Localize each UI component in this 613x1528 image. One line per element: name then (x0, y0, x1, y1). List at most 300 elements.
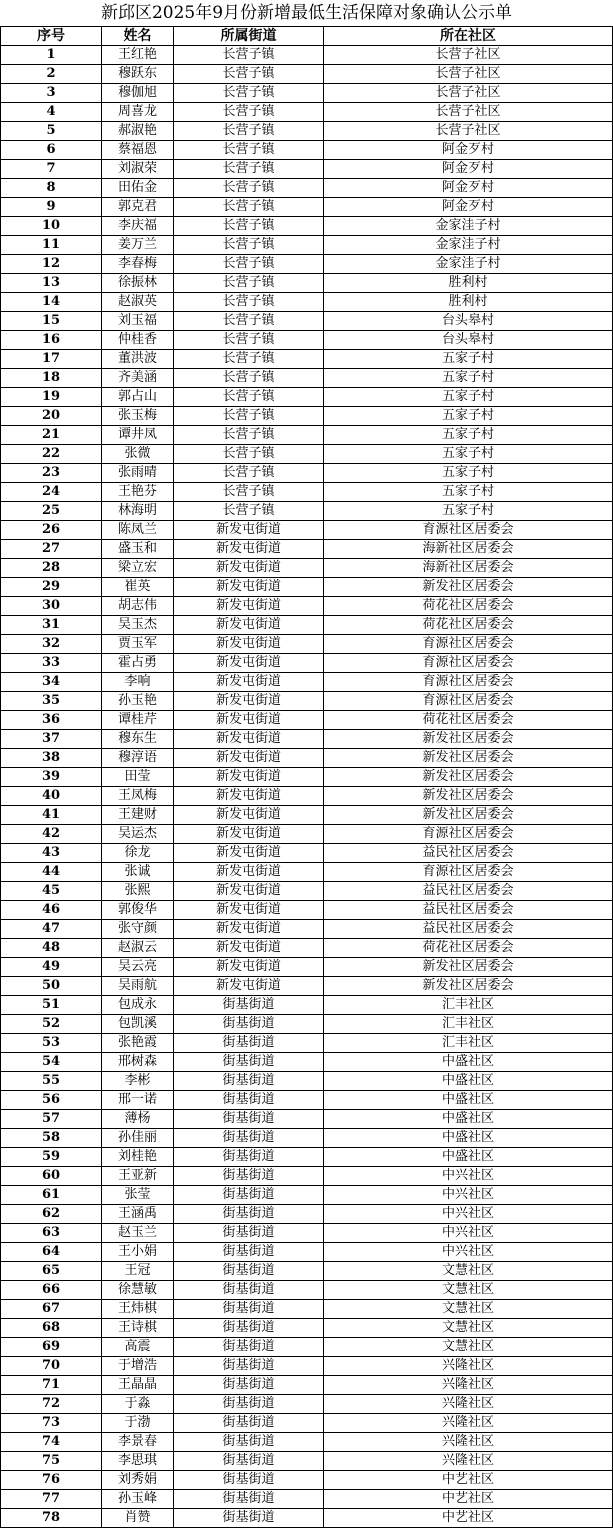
cell-name: 董洪波 (102, 350, 174, 369)
table-row (1, 198, 613, 217)
cell-index: 13 (1, 274, 102, 293)
cell-name: 吴雨航 (102, 977, 174, 996)
cell-community: 长营子社区 (324, 103, 613, 122)
cell-street: 新发屯街道 (174, 597, 324, 616)
cell-index: 74 (1, 1433, 102, 1452)
cell-name: 于增浩 (102, 1357, 174, 1376)
cell-name: 王凤梅 (102, 787, 174, 806)
table-row (1, 1452, 613, 1471)
cell-street: 街基街道 (174, 1110, 324, 1129)
cell-street: 新发屯街道 (174, 749, 324, 768)
cell-name: 谭桂芹 (102, 711, 174, 730)
cell-community: 中兴社区 (324, 1205, 613, 1224)
table-row (1, 1110, 613, 1129)
cell-community: 荷花社区居委会 (324, 597, 613, 616)
table-row (1, 1319, 613, 1338)
cell-street: 街基街道 (174, 1015, 324, 1034)
table-row (1, 331, 613, 350)
table-row (1, 464, 613, 483)
cell-community: 海新社区居委会 (324, 540, 613, 559)
cell-index: 62 (1, 1205, 102, 1224)
cell-street: 新发屯街道 (174, 825, 324, 844)
cell-index: 18 (1, 369, 102, 388)
cell-street: 街基街道 (174, 1262, 324, 1281)
cell-name: 王诗棋 (102, 1319, 174, 1338)
cell-street: 街基街道 (174, 1471, 324, 1490)
cell-index: 77 (1, 1490, 102, 1509)
cell-street: 街基街道 (174, 1129, 324, 1148)
cell-name: 薄杨 (102, 1110, 174, 1129)
table-row (1, 84, 613, 103)
table-row (1, 103, 613, 122)
cell-name: 王亚新 (102, 1167, 174, 1186)
table-row (1, 768, 613, 787)
cell-index: 68 (1, 1319, 102, 1338)
table-row (1, 939, 613, 958)
cell-community: 文慧社区 (324, 1319, 613, 1338)
cell-street: 长营子镇 (174, 369, 324, 388)
table-row (1, 1053, 613, 1072)
cell-name: 孙玉艳 (102, 692, 174, 711)
cell-community: 益民社区居委会 (324, 844, 613, 863)
cell-index: 76 (1, 1471, 102, 1490)
cell-index: 41 (1, 806, 102, 825)
cell-name: 王红艳 (102, 46, 174, 65)
table-row (1, 1034, 613, 1053)
cell-street: 新发屯街道 (174, 616, 324, 635)
cell-community: 五家子村 (324, 388, 613, 407)
cell-name: 周喜龙 (102, 103, 174, 122)
cell-community: 新发社区居委会 (324, 768, 613, 787)
cell-community: 中盛社区 (324, 1072, 613, 1091)
cell-index: 46 (1, 901, 102, 920)
cell-street: 长营子镇 (174, 179, 324, 198)
cell-street: 街基街道 (174, 1224, 324, 1243)
table-row (1, 654, 613, 673)
cell-street: 新发屯街道 (174, 711, 324, 730)
cell-index: 24 (1, 483, 102, 502)
cell-index: 4 (1, 103, 102, 122)
cell-name: 霍占勇 (102, 654, 174, 673)
cell-community: 五家子村 (324, 464, 613, 483)
cell-community: 五家子村 (324, 502, 613, 521)
cell-name: 穆淳语 (102, 749, 174, 768)
cell-street: 街基街道 (174, 1281, 324, 1300)
table-row (1, 445, 613, 464)
table-row (1, 179, 613, 198)
cell-community: 新发社区居委会 (324, 787, 613, 806)
header-row (1, 27, 613, 46)
cell-name: 陈凤兰 (102, 521, 174, 540)
cell-index: 15 (1, 312, 102, 331)
column-header-street: 所属街道 (174, 27, 324, 46)
cell-name: 张守颜 (102, 920, 174, 939)
cell-street: 街基街道 (174, 1490, 324, 1509)
cell-index: 30 (1, 597, 102, 616)
cell-index: 14 (1, 293, 102, 312)
cell-street: 街基街道 (174, 1319, 324, 1338)
cell-community: 金家洼子村 (324, 255, 613, 274)
cell-index: 6 (1, 141, 102, 160)
cell-name: 吴运杰 (102, 825, 174, 844)
cell-name: 贾玉军 (102, 635, 174, 654)
cell-community: 文慧社区 (324, 1300, 613, 1319)
cell-name: 崔英 (102, 578, 174, 597)
cell-street: 街基街道 (174, 1452, 324, 1471)
table-row (1, 502, 613, 521)
table-row (1, 1262, 613, 1281)
cell-index: 63 (1, 1224, 102, 1243)
cell-index: 11 (1, 236, 102, 255)
table-row (1, 996, 613, 1015)
cell-name: 包凯溪 (102, 1015, 174, 1034)
cell-street: 新发屯街道 (174, 787, 324, 806)
table-row (1, 236, 613, 255)
table-row (1, 521, 613, 540)
cell-community: 汇丰社区 (324, 996, 613, 1015)
cell-index: 64 (1, 1243, 102, 1262)
cell-street: 新发屯街道 (174, 578, 324, 597)
cell-street: 长营子镇 (174, 502, 324, 521)
table-row (1, 1129, 613, 1148)
cell-community: 台头皋村 (324, 331, 613, 350)
cell-street: 新发屯街道 (174, 673, 324, 692)
cell-name: 姜万兰 (102, 236, 174, 255)
cell-name: 李响 (102, 673, 174, 692)
cell-index: 49 (1, 958, 102, 977)
cell-street: 街基街道 (174, 1509, 324, 1528)
cell-index: 65 (1, 1262, 102, 1281)
cell-name: 李庆福 (102, 217, 174, 236)
cell-street: 街基街道 (174, 1148, 324, 1167)
cell-community: 兴隆社区 (324, 1357, 613, 1376)
cell-community: 中盛社区 (324, 1110, 613, 1129)
cell-community: 五家子村 (324, 483, 613, 502)
table-row (1, 977, 613, 996)
table-row (1, 1357, 613, 1376)
cell-index: 32 (1, 635, 102, 654)
cell-community: 中兴社区 (324, 1167, 613, 1186)
cell-community: 中盛社区 (324, 1148, 613, 1167)
cell-street: 街基街道 (174, 1433, 324, 1452)
cell-name: 王艳芬 (102, 483, 174, 502)
cell-name: 王冠 (102, 1262, 174, 1281)
table-row (1, 1243, 613, 1262)
table-row (1, 426, 613, 445)
cell-community: 汇丰社区 (324, 1015, 613, 1034)
cell-street: 长营子镇 (174, 255, 324, 274)
cell-index: 38 (1, 749, 102, 768)
table-row (1, 578, 613, 597)
cell-street: 长营子镇 (174, 103, 324, 122)
cell-name: 王炜棋 (102, 1300, 174, 1319)
cell-name: 李彬 (102, 1072, 174, 1091)
cell-name: 于渤 (102, 1414, 174, 1433)
cell-name: 梁立宏 (102, 559, 174, 578)
cell-community: 育源社区居委会 (324, 825, 613, 844)
cell-street: 街基街道 (174, 1205, 324, 1224)
cell-community: 育源社区居委会 (324, 654, 613, 673)
cell-community: 中兴社区 (324, 1243, 613, 1262)
cell-index: 35 (1, 692, 102, 711)
cell-name: 李春梅 (102, 255, 174, 274)
cell-street: 新发屯街道 (174, 958, 324, 977)
cell-street: 街基街道 (174, 1091, 324, 1110)
cell-name: 田佑金 (102, 179, 174, 198)
cell-community: 益民社区居委会 (324, 920, 613, 939)
cell-name: 徐振林 (102, 274, 174, 293)
cell-community: 新发社区居委会 (324, 730, 613, 749)
cell-community: 长营子社区 (324, 65, 613, 84)
cell-index: 12 (1, 255, 102, 274)
cell-index: 56 (1, 1091, 102, 1110)
cell-index: 42 (1, 825, 102, 844)
column-header-name: 姓名 (102, 27, 174, 46)
table-row (1, 692, 613, 711)
cell-name: 蔡福恩 (102, 141, 174, 160)
cell-community: 阿金歹村 (324, 198, 613, 217)
cell-street: 长营子镇 (174, 483, 324, 502)
cell-community: 胜利村 (324, 293, 613, 312)
cell-community: 五家子村 (324, 445, 613, 464)
cell-index: 72 (1, 1395, 102, 1414)
cell-street: 街基街道 (174, 1072, 324, 1091)
cell-community: 中兴社区 (324, 1186, 613, 1205)
cell-street: 长营子镇 (174, 388, 324, 407)
cell-name: 王晶晶 (102, 1376, 174, 1395)
cell-community: 新发社区居委会 (324, 578, 613, 597)
cell-name: 李思琪 (102, 1452, 174, 1471)
table-row (1, 369, 613, 388)
cell-name: 郝淑艳 (102, 122, 174, 141)
cell-name: 赵玉兰 (102, 1224, 174, 1243)
cell-index: 34 (1, 673, 102, 692)
cell-name: 张莹 (102, 1186, 174, 1205)
cell-community: 育源社区居委会 (324, 521, 613, 540)
cell-index: 10 (1, 217, 102, 236)
cell-street: 街基街道 (174, 1053, 324, 1072)
cell-index: 59 (1, 1148, 102, 1167)
cell-index: 75 (1, 1452, 102, 1471)
cell-street: 长营子镇 (174, 160, 324, 179)
cell-street: 新发屯街道 (174, 521, 324, 540)
cell-community: 兴隆社区 (324, 1452, 613, 1471)
cell-street: 新发屯街道 (174, 901, 324, 920)
cell-community: 海新社区居委会 (324, 559, 613, 578)
cell-name: 刘玉福 (102, 312, 174, 331)
table-row (1, 483, 613, 502)
cell-street: 新发屯街道 (174, 654, 324, 673)
table-row (1, 806, 613, 825)
cell-index: 9 (1, 198, 102, 217)
table-row (1, 1015, 613, 1034)
cell-community: 文慧社区 (324, 1262, 613, 1281)
table-row (1, 882, 613, 901)
cell-community: 金家洼子村 (324, 217, 613, 236)
page-title: 新邱区2025年9月份新增最低生活保障对象确认公示单 (100, 3, 513, 23)
table-row (1, 1281, 613, 1300)
cell-street: 新发屯街道 (174, 692, 324, 711)
cell-name: 张玉梅 (102, 407, 174, 426)
cell-community: 荷花社区居委会 (324, 711, 613, 730)
cell-community: 阿金歹村 (324, 141, 613, 160)
cell-street: 长营子镇 (174, 312, 324, 331)
cell-name: 赵淑英 (102, 293, 174, 312)
cell-name: 盛玉和 (102, 540, 174, 559)
table-row (1, 1509, 613, 1528)
cell-index: 53 (1, 1034, 102, 1053)
table-row (1, 1414, 613, 1433)
cell-name: 刘桂艳 (102, 1148, 174, 1167)
cell-name: 王涵禹 (102, 1205, 174, 1224)
cell-street: 新发屯街道 (174, 540, 324, 559)
table-row (1, 730, 613, 749)
table-row (1, 616, 613, 635)
table-row (1, 217, 613, 236)
cell-community: 兴隆社区 (324, 1376, 613, 1395)
table-row (1, 673, 613, 692)
table-row (1, 1490, 613, 1509)
cell-community: 益民社区居委会 (324, 901, 613, 920)
cell-street: 长营子镇 (174, 407, 324, 426)
cell-index: 51 (1, 996, 102, 1015)
table-row (1, 1471, 613, 1490)
cell-index: 45 (1, 882, 102, 901)
cell-street: 新发屯街道 (174, 806, 324, 825)
table-row (1, 388, 613, 407)
cell-name: 包成永 (102, 996, 174, 1015)
table-row (1, 350, 613, 369)
cell-index: 60 (1, 1167, 102, 1186)
cell-index: 19 (1, 388, 102, 407)
cell-street: 新发屯街道 (174, 768, 324, 787)
cell-name: 肖赞 (102, 1509, 174, 1528)
cell-street: 长营子镇 (174, 141, 324, 160)
table-row (1, 46, 613, 65)
table-row (1, 1433, 613, 1452)
cell-community: 长营子社区 (324, 122, 613, 141)
cell-name: 邢树森 (102, 1053, 174, 1072)
cell-community: 育源社区居委会 (324, 673, 613, 692)
cell-index: 31 (1, 616, 102, 635)
cell-index: 23 (1, 464, 102, 483)
cell-index: 8 (1, 179, 102, 198)
cell-name: 张艳霞 (102, 1034, 174, 1053)
cell-index: 57 (1, 1110, 102, 1129)
cell-community: 育源社区居委会 (324, 635, 613, 654)
table-row (1, 407, 613, 426)
cell-name: 张熙 (102, 882, 174, 901)
cell-community: 新发社区居委会 (324, 977, 613, 996)
recipients-table (0, 26, 613, 1528)
cell-index: 73 (1, 1414, 102, 1433)
table-row (1, 597, 613, 616)
cell-community: 中艺社区 (324, 1490, 613, 1509)
cell-street: 街基街道 (174, 1300, 324, 1319)
cell-street: 新发屯街道 (174, 844, 324, 863)
cell-street: 长营子镇 (174, 122, 324, 141)
cell-index: 58 (1, 1129, 102, 1148)
table-row (1, 141, 613, 160)
cell-community: 中兴社区 (324, 1224, 613, 1243)
table-row (1, 635, 613, 654)
cell-index: 25 (1, 502, 102, 521)
table-row (1, 160, 613, 179)
cell-street: 街基街道 (174, 1167, 324, 1186)
table-row (1, 920, 613, 939)
cell-street: 街基街道 (174, 1395, 324, 1414)
cell-name: 胡志伟 (102, 597, 174, 616)
cell-name: 徐慧敏 (102, 1281, 174, 1300)
cell-community: 新发社区居委会 (324, 958, 613, 977)
cell-name: 张雨晴 (102, 464, 174, 483)
cell-name: 刘秀娟 (102, 1471, 174, 1490)
cell-index: 3 (1, 84, 102, 103)
cell-index: 43 (1, 844, 102, 863)
cell-street: 街基街道 (174, 1243, 324, 1262)
cell-street: 街基街道 (174, 1338, 324, 1357)
cell-street: 长营子镇 (174, 350, 324, 369)
cell-index: 17 (1, 350, 102, 369)
cell-index: 66 (1, 1281, 102, 1300)
cell-name: 郭克君 (102, 198, 174, 217)
cell-name: 邢一诺 (102, 1091, 174, 1110)
cell-street: 长营子镇 (174, 217, 324, 236)
table-row (1, 958, 613, 977)
cell-name: 于淼 (102, 1395, 174, 1414)
cell-name: 王小娟 (102, 1243, 174, 1262)
cell-index: 5 (1, 122, 102, 141)
table-row (1, 1205, 613, 1224)
cell-index: 28 (1, 559, 102, 578)
cell-index: 50 (1, 977, 102, 996)
cell-index: 27 (1, 540, 102, 559)
cell-community: 育源社区居委会 (324, 692, 613, 711)
cell-community: 五家子村 (324, 426, 613, 445)
cell-name: 孙佳丽 (102, 1129, 174, 1148)
cell-street: 长营子镇 (174, 445, 324, 464)
cell-name: 高震 (102, 1338, 174, 1357)
cell-community: 中盛社区 (324, 1129, 613, 1148)
cell-index: 7 (1, 160, 102, 179)
cell-street: 长营子镇 (174, 236, 324, 255)
cell-street: 街基街道 (174, 1357, 324, 1376)
cell-community: 中盛社区 (324, 1091, 613, 1110)
cell-index: 71 (1, 1376, 102, 1395)
cell-community: 阿金歹村 (324, 179, 613, 198)
table-row (1, 1395, 613, 1414)
cell-community: 金家洼子村 (324, 236, 613, 255)
cell-index: 55 (1, 1072, 102, 1091)
cell-street: 新发屯街道 (174, 920, 324, 939)
cell-index: 47 (1, 920, 102, 939)
cell-street: 新发屯街道 (174, 635, 324, 654)
cell-street: 新发屯街道 (174, 882, 324, 901)
cell-community: 兴隆社区 (324, 1395, 613, 1414)
cell-community: 荷花社区居委会 (324, 939, 613, 958)
table-row (1, 1091, 613, 1110)
cell-name: 吴玉杰 (102, 616, 174, 635)
cell-name: 张诚 (102, 863, 174, 882)
table-row (1, 863, 613, 882)
cell-street: 街基街道 (174, 1414, 324, 1433)
cell-community: 长营子社区 (324, 84, 613, 103)
cell-index: 36 (1, 711, 102, 730)
cell-community: 中盛社区 (324, 1053, 613, 1072)
cell-index: 29 (1, 578, 102, 597)
table-row (1, 787, 613, 806)
table-row (1, 749, 613, 768)
